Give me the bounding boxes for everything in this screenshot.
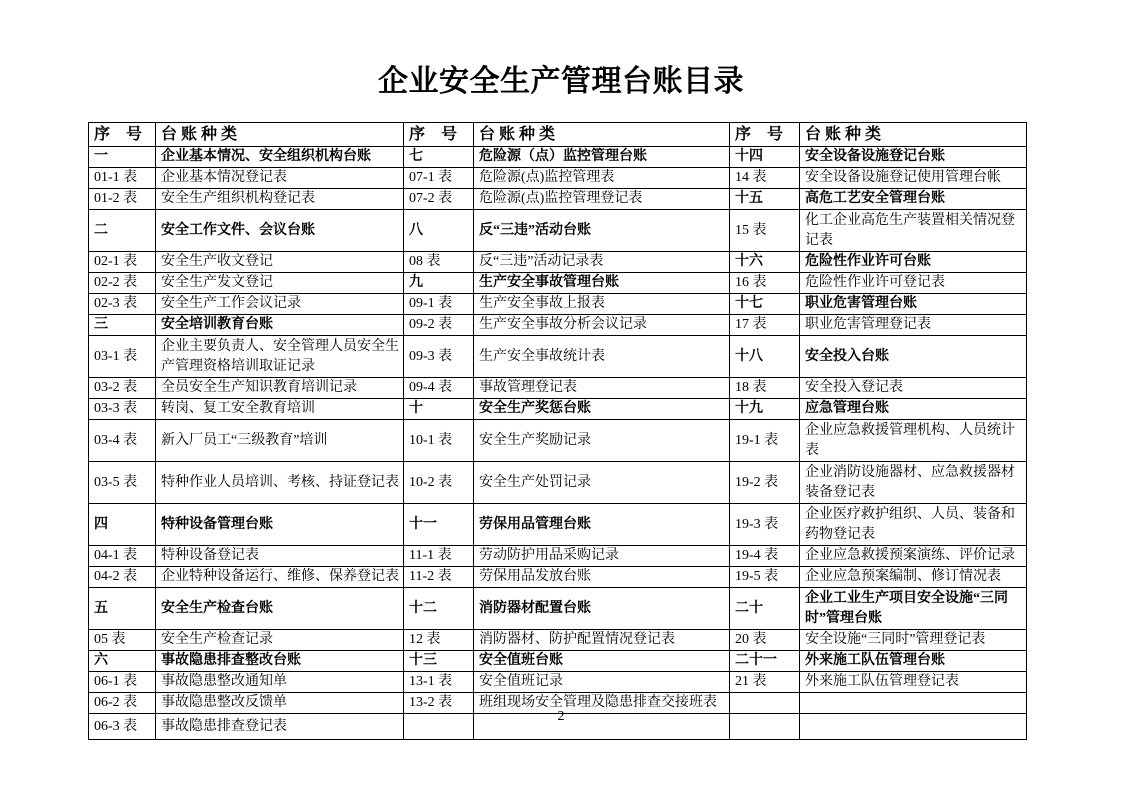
seq-cell: 六 (89, 651, 156, 672)
table-row (89, 399, 1027, 420)
type-cell: 企业应急救援预案演练、评价记录 (800, 546, 1027, 567)
type-cell: 企业工业生产项目安全设施“三同时”管理台账 (800, 588, 1027, 630)
type-cell: 危险源(点)监控管理表 (474, 168, 730, 189)
seq-cell: 三 (89, 315, 156, 336)
seq-cell: 16 表 (730, 273, 800, 294)
type-cell: 劳动防护用品采购记录 (474, 546, 730, 567)
type-cell: 危险性作业许可台账 (800, 252, 1027, 273)
seq-cell: 19-5 表 (730, 567, 800, 588)
seq-cell: 十六 (730, 252, 800, 273)
table-row (89, 252, 1027, 273)
type-cell: 安全投入台账 (800, 336, 1027, 378)
type-cell: 事故隐患排查整改台账 (156, 651, 404, 672)
seq-cell: 06-2 表 (89, 693, 156, 714)
seq-cell: 21 表 (730, 672, 800, 693)
seq-cell: 十一 (404, 504, 474, 546)
seq-cell: 06-3 表 (89, 714, 156, 740)
seq-cell: 五 (89, 588, 156, 630)
type-cell: 安全值班记录 (474, 672, 730, 693)
type-cell: 企业基本情况登记表 (156, 168, 404, 189)
table-row (89, 651, 1027, 672)
type-cell: 生产安全事故分析会议记录 (474, 315, 730, 336)
seq-cell: 18 表 (730, 378, 800, 399)
type-cell: 反“三违”活动记录表 (474, 252, 730, 273)
type-cell: 班组现场安全管理及隐患排查交接班表 (474, 693, 730, 714)
table-row (89, 630, 1027, 651)
type-cell: 企业应急预案编制、修订情况表 (800, 567, 1027, 588)
type-cell: 事故管理登记表 (474, 378, 730, 399)
seq-cell: 15 表 (730, 210, 800, 252)
type-cell: 反“三违”活动台账 (474, 210, 730, 252)
seq-cell: 二十 (730, 588, 800, 630)
table-row (89, 336, 1027, 378)
table-row (89, 546, 1027, 567)
type-cell: 安全生产收文登记 (156, 252, 404, 273)
table-row (89, 504, 1027, 546)
type-cell: 高危工艺安全管理台账 (800, 189, 1027, 210)
type-cell: 安全生产发文登记 (156, 273, 404, 294)
seq-cell: 03-4 表 (89, 420, 156, 462)
page-number: 2 (557, 709, 565, 724)
type-cell: 事故隐患排查登记表 (156, 714, 404, 740)
seq-cell: 06-1 表 (89, 672, 156, 693)
seq-cell: 09-4 表 (404, 378, 474, 399)
type-cell: 安全生产工作会议记录 (156, 294, 404, 315)
table-row (89, 420, 1027, 462)
table-row (89, 378, 1027, 399)
seq-cell: 13-1 表 (404, 672, 474, 693)
seq-cell: 01-2 表 (89, 189, 156, 210)
table-row (89, 273, 1027, 294)
type-cell: 危险源(点)监控管理登记表 (474, 189, 730, 210)
type-cell: 劳保用品发放台账 (474, 567, 730, 588)
seq-cell: 十九 (730, 399, 800, 420)
seq-cell: 13-2 表 (404, 693, 474, 714)
table-row (89, 462, 1027, 504)
type-cell: 特种设备管理台账 (156, 504, 404, 546)
table-row (89, 672, 1027, 693)
type-cell: 职业危害管理登记表 (800, 315, 1027, 336)
seq-cell: 09-1 表 (404, 294, 474, 315)
ledger-table-body (89, 147, 1027, 740)
type-cell: 消防器材、防护配置情况登记表 (474, 630, 730, 651)
table-row (89, 168, 1027, 189)
seq-cell: 十二 (404, 588, 474, 630)
seq-cell: 07-2 表 (404, 189, 474, 210)
type-cell: 劳保用品管理台账 (474, 504, 730, 546)
seq-cell: 二十一 (730, 651, 800, 672)
type-cell: 安全生产奖励记录 (474, 420, 730, 462)
page-title: 企业安全生产管理台账目录 (378, 65, 744, 98)
seq-cell: 14 表 (730, 168, 800, 189)
seq-cell: 02-3 表 (89, 294, 156, 315)
header-type-3: 台 账 种 类 (800, 123, 1027, 147)
table-header-row (89, 123, 1027, 147)
seq-cell: 04-1 表 (89, 546, 156, 567)
seq-cell: 01-1 表 (89, 168, 156, 189)
type-cell: 应急管理台账 (800, 399, 1027, 420)
header-seq-2: 序 号 (404, 123, 474, 147)
type-cell: 全员安全生产知识教育培训记录 (156, 378, 404, 399)
type-cell: 企业消防设施器材、应急救援器材装备登记表 (800, 462, 1027, 504)
seq-cell: 17 表 (730, 315, 800, 336)
seq-cell: 11-2 表 (404, 567, 474, 588)
seq-cell: 03-2 表 (89, 378, 156, 399)
seq-cell: 09-3 表 (404, 336, 474, 378)
header-seq-1: 序 号 (89, 123, 156, 147)
type-cell: 生产安全事故管理台账 (474, 273, 730, 294)
type-cell: 企业特种设备运行、维修、保养登记表 (156, 567, 404, 588)
type-cell: 安全生产组织机构登记表 (156, 189, 404, 210)
table-row (89, 588, 1027, 630)
type-cell: 危险性作业许可登记表 (800, 273, 1027, 294)
table-row (89, 210, 1027, 252)
type-cell: 安全设备设施登记使用管理台帐 (800, 168, 1027, 189)
type-cell: 企业基本情况、安全组织机构台账 (156, 147, 404, 168)
type-cell: 外来施工队伍管理登记表 (800, 672, 1027, 693)
seq-cell: 19-1 表 (730, 420, 800, 462)
type-cell: 特种作业人员培训、考核、持证登记表 (156, 462, 404, 504)
seq-cell: 08 表 (404, 252, 474, 273)
table-row (89, 189, 1027, 210)
seq-cell: 07-1 表 (404, 168, 474, 189)
type-cell: 化工企业高危生产装置相关情况登记表 (800, 210, 1027, 252)
table-row (89, 294, 1027, 315)
type-cell: 安全生产奖惩台账 (474, 399, 730, 420)
seq-cell: 十四 (730, 147, 800, 168)
header-type-1: 台 账 种 类 (156, 123, 404, 147)
seq-cell: 十 (404, 399, 474, 420)
type-cell: 特种设备登记表 (156, 546, 404, 567)
type-cell: 安全生产检查台账 (156, 588, 404, 630)
seq-cell: 四 (89, 504, 156, 546)
type-cell: 生产安全事故上报表 (474, 294, 730, 315)
type-cell: 企业主要负责人、安全管理人员安全生产管理资格培训取证记录 (156, 336, 404, 378)
type-cell: 安全生产处罚记录 (474, 462, 730, 504)
type-cell: 事故隐患整改通知单 (156, 672, 404, 693)
type-cell: 安全投入登记表 (800, 378, 1027, 399)
seq-cell: 03-3 表 (89, 399, 156, 420)
seq-cell: 九 (404, 273, 474, 294)
ledger-directory-table (88, 122, 1027, 740)
seq-cell: 八 (404, 210, 474, 252)
seq-cell: 09-2 表 (404, 315, 474, 336)
type-cell: 安全培训教育台账 (156, 315, 404, 336)
seq-cell: 十五 (730, 189, 800, 210)
seq-cell: 十七 (730, 294, 800, 315)
seq-cell: 20 表 (730, 630, 800, 651)
type-cell: 安全生产检查记录 (156, 630, 404, 651)
seq-cell: 19-4 表 (730, 546, 800, 567)
type-cell: 职业危害管理台账 (800, 294, 1027, 315)
type-cell: 安全值班台账 (474, 651, 730, 672)
seq-cell: 二 (89, 210, 156, 252)
seq-cell: 10-1 表 (404, 420, 474, 462)
seq-cell: 12 表 (404, 630, 474, 651)
seq-cell: 十三 (404, 651, 474, 672)
type-cell: 转岗、复工安全教育培训 (156, 399, 404, 420)
type-cell: 安全工作文件、会议台账 (156, 210, 404, 252)
seq-cell: 05 表 (89, 630, 156, 651)
seq-cell: 19-2 表 (730, 462, 800, 504)
seq-cell: 04-2 表 (89, 567, 156, 588)
type-cell: 新入厂员工“三级教育”培训 (156, 420, 404, 462)
seq-cell: 七 (404, 147, 474, 168)
seq-cell: 11-1 表 (404, 546, 474, 567)
seq-cell: 19-3 表 (730, 504, 800, 546)
seq-cell: 一 (89, 147, 156, 168)
seq-cell: 02-1 表 (89, 252, 156, 273)
header-type-2: 台 账 种 类 (474, 123, 730, 147)
type-cell: 企业医疗救护组织、人员、装备和药物登记表 (800, 504, 1027, 546)
table-row (89, 315, 1027, 336)
type-cell: 企业应急救援管理机构、人员统计表 (800, 420, 1027, 462)
header-seq-3: 序 号 (730, 123, 800, 147)
type-cell: 安全设施“三同时”管理登记表 (800, 630, 1027, 651)
type-cell: 安全设备设施登记台账 (800, 147, 1027, 168)
type-cell: 消防器材配置台账 (474, 588, 730, 630)
type-cell: 危险源（点）监控管理台账 (474, 147, 730, 168)
type-cell: 外来施工队伍管理台账 (800, 651, 1027, 672)
seq-cell: 03-5 表 (89, 462, 156, 504)
seq-cell: 十八 (730, 336, 800, 378)
type-cell: 事故隐患整改反馈单 (156, 693, 404, 714)
type-cell: 生产安全事故统计表 (474, 336, 730, 378)
table-row (89, 567, 1027, 588)
seq-cell: 02-2 表 (89, 273, 156, 294)
seq-cell: 03-1 表 (89, 336, 156, 378)
table-row (89, 147, 1027, 168)
seq-cell: 10-2 表 (404, 462, 474, 504)
